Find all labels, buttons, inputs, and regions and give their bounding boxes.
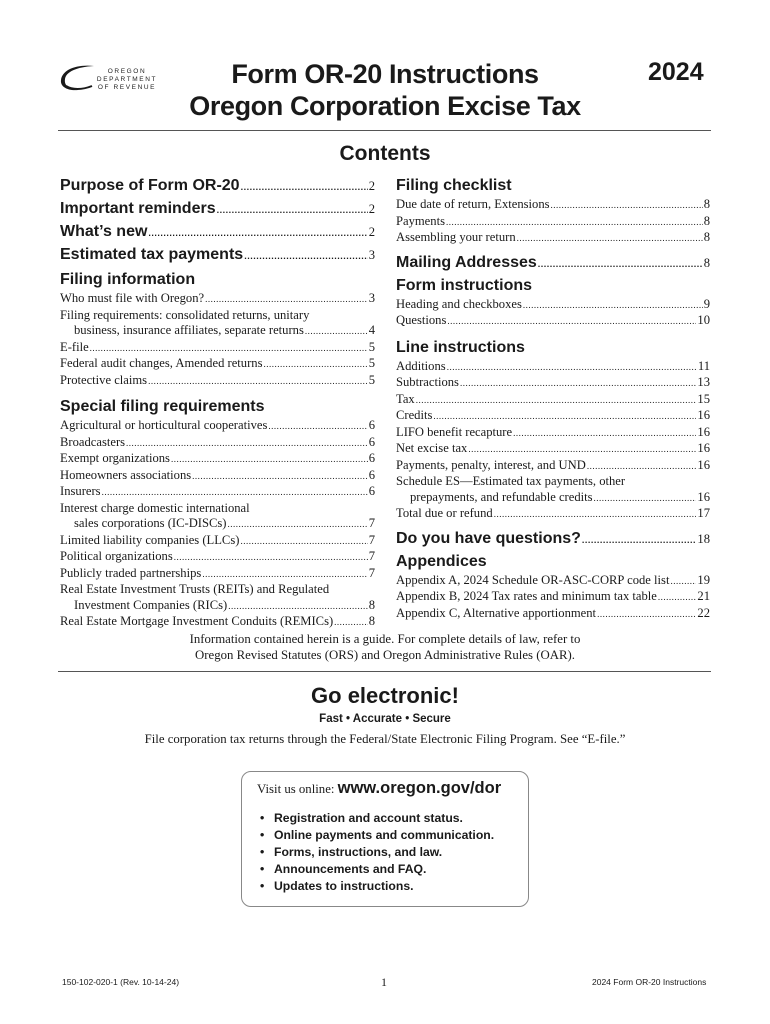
toc-entry-lifo[interactable]: LIFO benefit recapture ..... 16 bbox=[396, 425, 710, 442]
toc-entry-reminders[interactable]: Important reminders ..... 2 bbox=[60, 198, 375, 221]
online-services-list bbox=[260, 810, 494, 895]
toc-entry-payments[interactable]: Payments ..... 8 bbox=[396, 214, 710, 231]
oregon-dor-logo bbox=[58, 60, 158, 96]
toc-entry-llc[interactable]: Limited liability companies (LLCs) ..... 7 bbox=[60, 533, 375, 550]
toc-entry-agricultural[interactable]: Agricultural or horticultural cooperatives ..... 6 bbox=[60, 418, 375, 435]
go-electronic-tagline: Fast • Accurate • Secure bbox=[319, 713, 451, 725]
toc-entry-heading-checkboxes[interactable]: Heading and checkboxes ..... 9 bbox=[396, 297, 710, 314]
tax-year: 2024 bbox=[648, 58, 704, 86]
toc-entry-icdisc[interactable]: sales corporations (IC-DISCs) ..... 7 bbox=[60, 516, 375, 533]
form-revision-number: 150-102-020-1 (Rev. 10-14-24) bbox=[62, 977, 180, 987]
toc-entry-remic[interactable]: Real Estate Mortgage Investment Conduits (REMICs) ..... 8 bbox=[60, 614, 375, 631]
toc-entry-insurers[interactable]: Insurers ..... 6 bbox=[60, 484, 375, 501]
logo-line-3: OF REVENUE bbox=[97, 84, 157, 91]
toc-entry-audit[interactable]: Federal audit changes, Amended returns ..... 5 bbox=[60, 356, 375, 373]
toc-entry-homeowners[interactable]: Homeowners associations ..... 6 bbox=[60, 468, 375, 485]
header-divider bbox=[58, 130, 711, 131]
toc-entry-questions[interactable]: Questions ..... 10 bbox=[396, 313, 710, 330]
title-line-2: Oregon Corporation Excise Tax bbox=[189, 91, 581, 121]
info-line-2: Oregon Revised Statutes (ORS) and Oregon Administrative Rules (OAR). bbox=[195, 648, 575, 662]
toc-entry-schedule-es[interactable]: prepayments, and refundable credits ..... 16 bbox=[396, 490, 710, 507]
logo-line-2: DEPARTMENT bbox=[96, 76, 158, 83]
website-link[interactable]: www.oregon.gov/dor bbox=[337, 779, 502, 797]
title-line-1: Form OR-20 Instructions bbox=[231, 59, 539, 89]
toc-entry-due-date[interactable]: Due date of return, Extensions ..... 8 bbox=[396, 197, 710, 214]
filing-checklist-heading: Filing checklist bbox=[396, 177, 512, 194]
toc-entry-icdisc-line1: Interest charge domestic international bbox=[60, 500, 250, 515]
list-item: • Announcements and FAQ. bbox=[260, 861, 494, 878]
special-filing-heading: Special filing requirements bbox=[60, 398, 265, 415]
toc-entry-who-must-file[interactable]: Who must file with Oregon? ..... 3 bbox=[60, 291, 375, 308]
page-number: 1 bbox=[381, 975, 387, 989]
toc-left-column bbox=[60, 175, 375, 631]
toc-entry-efile[interactable]: E-file ..... 5 bbox=[60, 340, 375, 357]
toc-entry-reit[interactable]: Investment Companies (RICs) ..... 8 bbox=[60, 598, 375, 615]
toc-entry-tax[interactable]: Tax ..... 15 bbox=[396, 392, 710, 409]
toc-entry-appendix-b[interactable]: Appendix B, 2024 Tax rates and minimum tax table ..... 21 bbox=[396, 589, 710, 606]
online-info-box bbox=[241, 771, 529, 907]
toc-entry-additions[interactable]: Additions ..... 11 bbox=[396, 359, 710, 376]
toc-entry-schedule-es-line1: Schedule ES—Estimated tax payments, other bbox=[396, 474, 626, 488]
visit-online-line bbox=[257, 779, 501, 798]
info-line-1: Information contained herein is a guide. For complete details of law, refer to bbox=[189, 632, 581, 646]
toc-entry-mailing[interactable]: Mailing Addresses ..... 8 bbox=[396, 252, 710, 275]
toc-entry-political[interactable]: Political organizations ..... 7 bbox=[60, 549, 375, 566]
toc-entry-appendix-c[interactable]: Appendix C, Alternative apportionment ..... 22 bbox=[396, 606, 710, 623]
logo-line-1: OREGON bbox=[107, 68, 147, 75]
toc-entry-protective[interactable]: Protective claims ..... 5 bbox=[60, 373, 375, 390]
toc-entry-filing-req[interactable]: business, insurance affiliates, separate returns ..... 4 bbox=[60, 323, 375, 340]
list-item: • Registration and account status. bbox=[260, 810, 494, 827]
toc-entry-ptp[interactable]: Publicly traded partnerships ..... 7 bbox=[60, 566, 375, 583]
list-item: • Forms, instructions, and law. bbox=[260, 844, 494, 861]
toc-entry-whats-new[interactable]: What’s new ..... 2 bbox=[60, 221, 375, 244]
toc-entry-net-excise[interactable]: Net excise tax ..... 16 bbox=[396, 441, 710, 458]
toc-entry-appendix-a[interactable]: Appendix A, 2024 Schedule OR-ASC-CORP code list ..... 19 bbox=[396, 573, 710, 590]
toc-entry-subtractions[interactable]: Subtractions ..... 13 bbox=[396, 375, 710, 392]
info-notice bbox=[0, 631, 770, 663]
appendices-heading: Appendices bbox=[396, 552, 487, 570]
toc-entry-purpose[interactable]: Purpose of Form OR-20 ..... 2 bbox=[60, 175, 375, 198]
list-item: • Updates to instructions. bbox=[260, 878, 494, 895]
footer-document-name: 2024 Form OR-20 Instructions bbox=[592, 977, 707, 987]
list-item: • Online payments and communication. bbox=[260, 827, 494, 844]
toc-entry-filing-req-line1: Filing requirements: consolidated returns, unitary bbox=[60, 307, 310, 322]
line-instructions-heading: Line instructions bbox=[396, 338, 525, 356]
go-electronic-description: File corporation tax returns through the Federal/State Electronic Filing Program. See “E-file.” bbox=[144, 732, 626, 746]
toc-entry-estimated[interactable]: Estimated tax payments ..... 3 bbox=[60, 244, 375, 267]
visit-label: Visit us online: bbox=[257, 782, 335, 796]
section-divider bbox=[58, 671, 711, 672]
form-instructions-heading: Form instructions bbox=[396, 276, 533, 294]
toc-entry-reit-line1: Real Estate Investment Trusts (REITs) and Regulated bbox=[60, 582, 330, 596]
toc-entry-credits[interactable]: Credits ..... 16 bbox=[396, 408, 710, 425]
toc-entry-total-due[interactable]: Total due or refund ..... 17 bbox=[396, 506, 710, 523]
toc-entry-exempt[interactable]: Exempt organizations ..... 6 bbox=[60, 451, 375, 468]
toc-right-column bbox=[396, 175, 710, 622]
filing-information-heading: Filing information bbox=[60, 271, 196, 288]
toc-entry-broadcasters[interactable]: Broadcasters ..... 6 bbox=[60, 435, 375, 452]
toc-entry-payments-penalty[interactable]: Payments, penalty, interest, and UND ..... 16 bbox=[396, 458, 710, 475]
contents-heading: Contents bbox=[339, 142, 431, 165]
toc-entry-assembling[interactable]: Assembling your return ..... 8 bbox=[396, 230, 710, 247]
toc-entry-do-you-have-questions[interactable]: Do you have questions? ..... 18 bbox=[396, 528, 710, 551]
document-title bbox=[160, 58, 610, 122]
go-electronic-heading: Go electronic! bbox=[311, 683, 459, 708]
